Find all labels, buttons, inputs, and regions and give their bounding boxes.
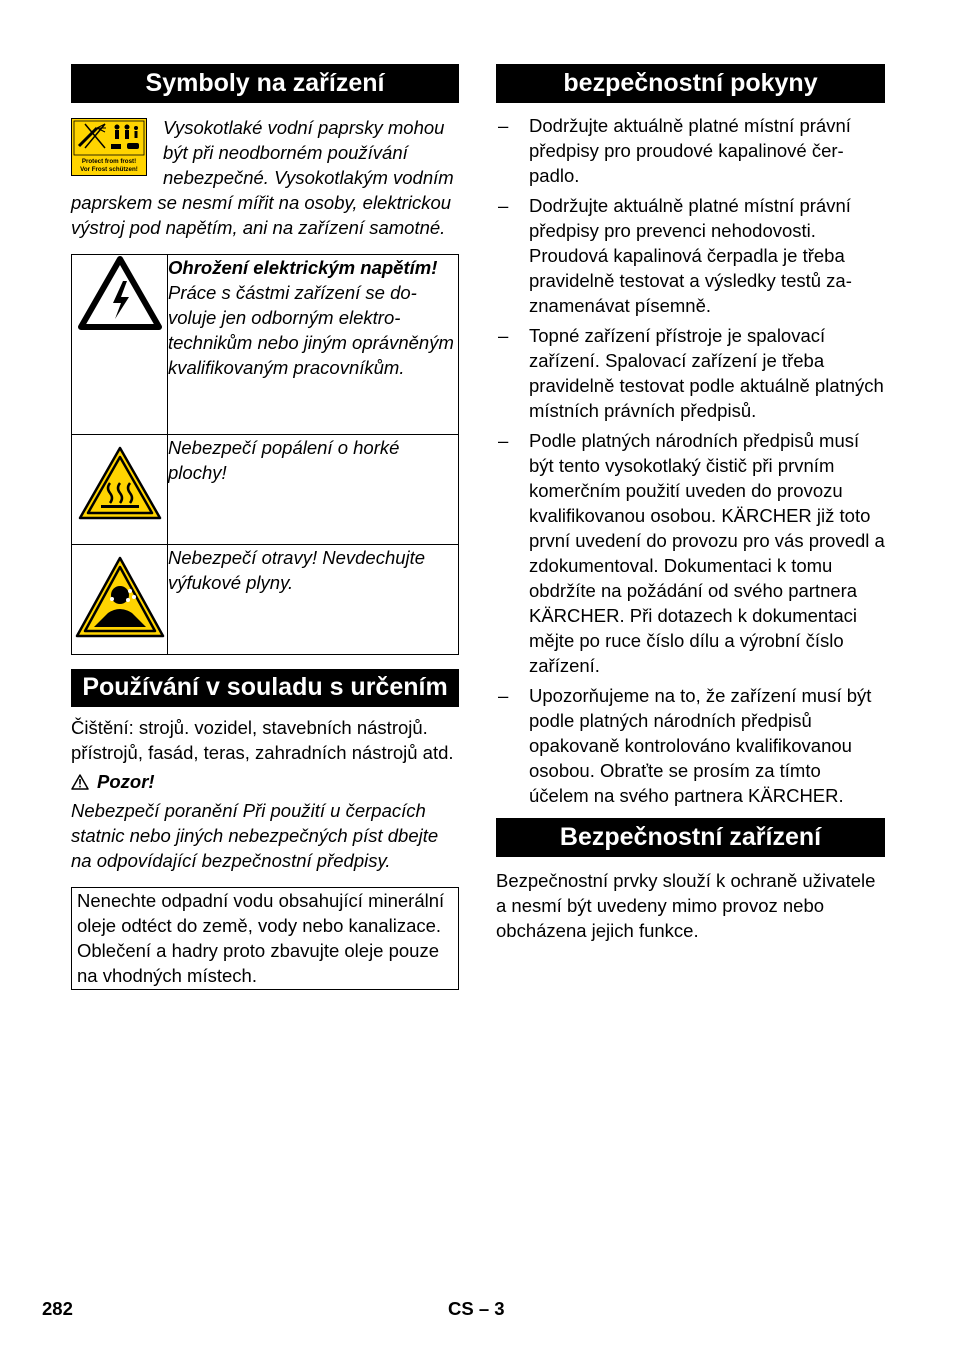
hazard-hot-text: Nebezpečí popálení o horké plochy! [168,437,400,483]
hazard-icon-cell [72,545,168,655]
caution-text: Nebezpečí poranění Při použití u čerpacích statnic nebo jiných nebezpečných píst dbejte na odpovídající bezpečnostní předpisy. [71,800,439,871]
list-item-text: Podle platných národních předpisů musí být tento vysokotlaký čistič při prvním komerčním použití uveden do provozu kvalifikovanou osobou. KÄRCHER již toto první uvedení do provozu pro vás provedl a zdokumentoval. Dokumentaci k tomu obdržíte na požádání od svého partnera KÄRCHER. Při dotazech k dokumentaci mějte po ruce číslo dílu a výrobní číslo zařízení. [529,430,885,676]
dash-bullet: – [498,430,509,451]
hazard-text-cell [168,255,459,435]
hazard-table [71,254,459,655]
hazard-row-hot-surface [72,435,459,545]
list-item [496,683,885,808]
hazard-row-electric [72,255,459,435]
list-item [496,428,885,678]
hazard-icon-cell [72,435,168,545]
high-pressure-symbol-sticker-icon [71,118,147,176]
sticker-text-2: Vor Frost schützen! [80,166,138,173]
hazard-row-toxic [72,545,459,655]
safety-list [496,113,885,808]
spacer [71,655,459,669]
hot-surface-warning-icon [77,445,163,521]
sticker-text-1: Protect from frost! [81,158,137,165]
list-item-text: Topné zařízení přístroje je spalovací zařízení. Spalovací zařízení je třeba pravidelně testovat podle aktuálně platných místních právních předpisů. [529,325,884,421]
electric-shock-warning-icon [77,255,163,331]
heading-safety-instructions: bezpečnostní pokyny [496,64,885,103]
hazard-text-cell [168,435,459,545]
dash-bullet: – [498,115,509,136]
hazard-electric-text: Práce s částmi zařízení se dovoluje jen odborným elektrotechnikům nebo jiným oprávněným kvalifikovaným pracovníkům. [168,282,454,378]
list-item [496,113,885,188]
toxic-fumes-warning-icon [74,555,166,639]
list-item-text: Dodržujte aktuálně platné místní právní předpisy pro prevenci nehodovosti. Proudová kapalinová čerpadla je třeba pravidelně testovat a výsledky testů zaznamenávat písemně. [529,195,852,316]
intro-text: Vysokotlaké vodní paprsky mohou být při neodborném používání nebezpečné. Vysokotlakým vodním paprskem se nesmí mířit na osoby, elektrickou výstroj pod napětím, ani na zařízení samotné. [71,117,454,238]
intro-block [71,115,459,240]
safety-devices-text: Bezpečnostní prvky slouží k ochraně uživatele a nesmí být uvedeny mimo provoz nebo obcházena jejich funkce. [496,870,876,941]
caution-triangle-icon [71,774,89,790]
usage-text: Čištění: strojů. vozidel, stavebních nástrojů. přístrojů, fasád, teras, zahradních nástrojů atd. [71,717,454,763]
caution-label: Pozor! [97,771,155,792]
dash-bullet: – [498,325,509,346]
list-item [496,193,885,318]
hazard-electric-title: Ohrožení elektrickým napětím! [168,257,438,278]
list-item-text: Upozorňujeme na to, že zařízení musí být podle platných národních předpisů opakovaně kontrolováno kvalifikovanou osobou. Obraťte se prosím za tímto účelem na svého partnera KÄRCHER. [529,685,872,806]
dash-bullet: – [498,195,509,216]
environment-note-box [71,887,459,990]
section-label: CS – 3 [448,1298,505,1319]
hazard-toxic-text: Nebezpečí otravy! Nevdechujte výfukové plyny. [168,547,426,593]
dash-bullet: – [498,685,509,706]
heading-symbols: Symboly na zařízení [71,64,459,103]
page-number: 282 [42,1298,73,1319]
left-column [71,64,459,990]
environment-note-text: Nenechte odpadní vodu obsahující minerální oleje odtéct do země, vody nebo kanalizace. Oblečení a hadry proto zbavujte oleje pouze na vhodných místech. [77,890,445,986]
list-item [496,323,885,423]
caution-line [71,771,459,793]
heading-intended-use: Používání v souladu s určením [71,669,459,707]
heading-safety-devices: Bezpečnostní zařízení [496,818,885,857]
right-column [496,64,885,943]
hazard-icon-cell [72,255,168,435]
list-item-text: Dodržujte aktuálně platné místní právní předpisy pro proudové kapalinové čerpadlo. [529,115,851,186]
hazard-text-cell [168,545,459,655]
